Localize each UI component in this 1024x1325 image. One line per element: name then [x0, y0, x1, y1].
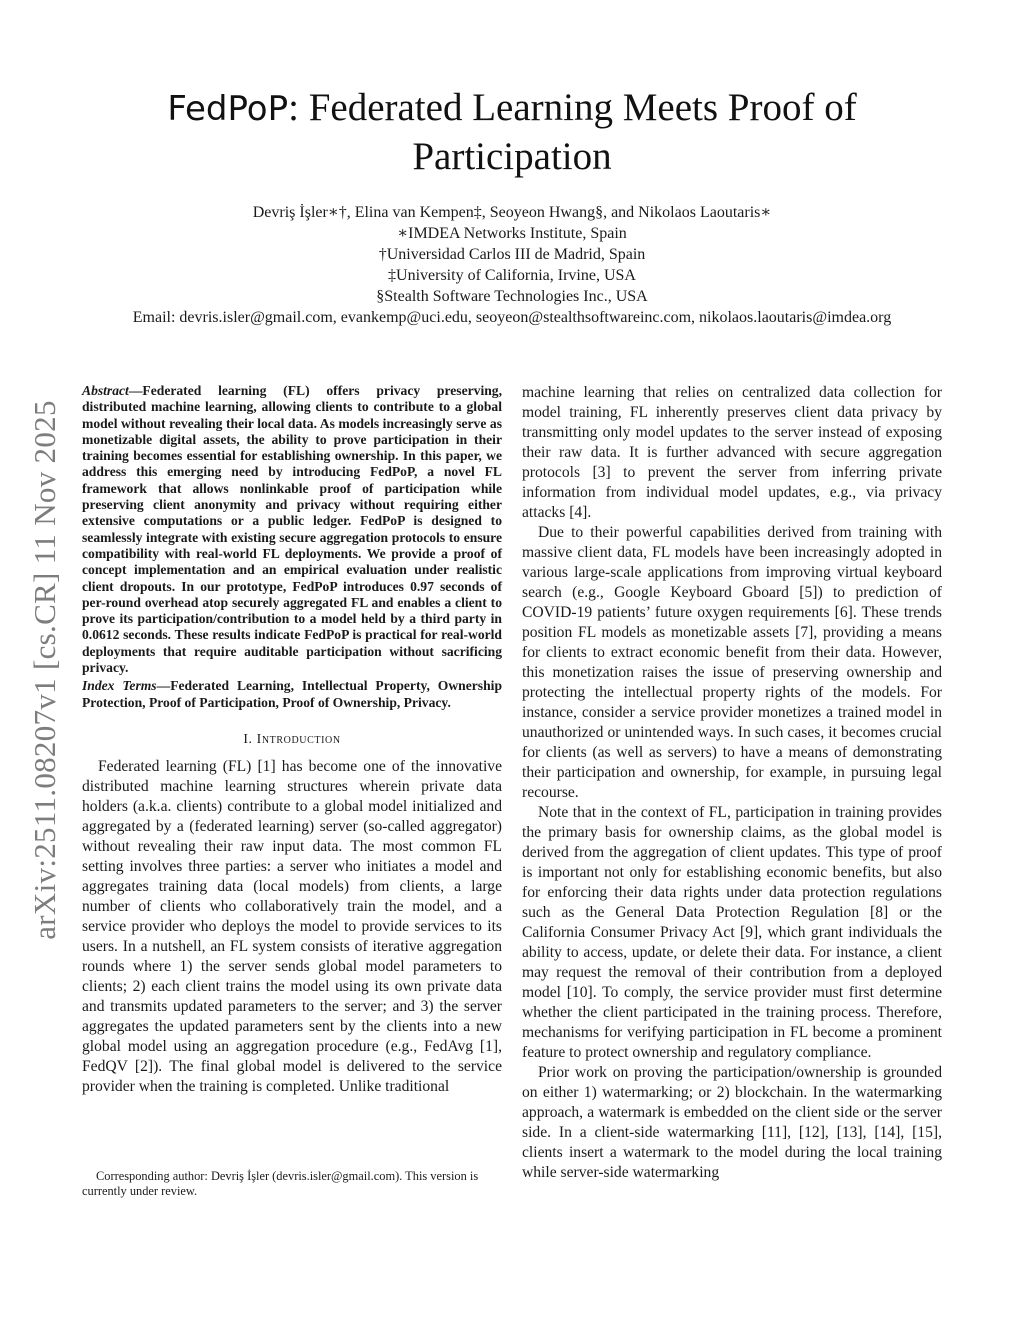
right-column	[522, 383, 942, 1183]
body-paragraph: Due to their powerful capabilities derived from training with massive client data, FL models have been increasingly adopted in various large-scale applications from improving virtual keyboard search (e.g., Google Keyboard Gboard [5]) to prediction of COVID-19 patients’ future oxygen requirements [6]. These trends position FL models as monetizable assets [7], providing a means for clients to extract economic benefit from their data. However, this monetization raises the issue of preserving ownership and protecting the intellectual property rights of the models. For instance, consider a service provider monetizes a trained model in unauthorized or unintended ways. In such cases, it becomes crucial for clients (as well as servers) to have a means of demonstrating their participation and ownership, for example, in pursuing legal recourse.	[522, 524, 942, 801]
section-heading-introduction: I. Introduction	[243, 730, 341, 746]
footnote	[82, 1169, 502, 1199]
author-block	[100, 202, 924, 328]
abstract-label: Abstract	[82, 383, 129, 398]
affiliation-line: ∗IMDEA Networks Institute, Spain	[397, 225, 627, 242]
arxiv-identifier-stamp	[22, 370, 68, 970]
body-paragraph: machine learning that relies on centralized data collection for model training, FL inherently preserves client data privacy by transmitting only model updates to the server instead of exposing their raw data. It is further advanced with secure aggregation protocols [3] to prevent the server from inferring private information from individual model updates, e.g., via privacy attacks [4].	[522, 384, 942, 521]
email-line: Email: devris.isler@gmail.com, evankemp@uci.edu, seoyeon@stealthsoftwareinc.com, nikolaos.laoutaris@imdea.org	[132, 309, 892, 326]
affiliation-line: §Stealth Software Technologies Inc., USA	[376, 288, 648, 305]
index-terms	[82, 678, 502, 711]
footnote-text: Corresponding author: Devriş İşler (devris.isler@gmail.com). This version is currently under review.	[82, 1169, 479, 1198]
paper-title	[130, 84, 894, 181]
abstract-text: —Federated learning (FL) offers privacy preserving, distributed machine learning, allowing clients to contribute to a global model without revealing their local data. As models increasingly serve as monetizable digital assets, the ability to prove participation in their training becomes essential for establishing ownership. In this paper, we address this emerging need by introducing FedPoP, a novel FL framework that allows nonlinkable proof of participation while preserving client anonymity and privacy without requiring either extensive computations or a public ledger. FedPoP is designed to seamlessly integrate with existing secure aggregation protocols to ensure compatibility with real-world FL deployments. We provide a proof of concept implementation and an empirical evaluation under realistic client dropouts. In our prototype, FedPoP introduces 0.97 seconds of per-round overhead atop securely aggregated FL and enables a client to prove its participation/contribution to a model held by a third party in 0.0612 seconds. These results indicate FedPoP is practical for real-world deployments that require auditable participation without sacrificing privacy.	[82, 383, 502, 676]
authors-line: Devriş İşler∗†, Elina van Kempen‡, Seoyeon Hwang§, and Nikolaos Laoutaris∗	[252, 204, 772, 221]
title-rest: : Federated Learning Meets Proof of Participation	[288, 86, 857, 178]
left-column	[82, 383, 502, 1097]
body-paragraph: Prior work on proving the participation/ownership is grounded on either 1) watermarking; or 2) blockchain. In the watermarking approach, a watermark is embedded on the client side or the server side. In a client-side watermarking [11], [12], [13], [14], [15], clients insert a watermark to the model during the local training while server-side watermarking	[522, 1064, 942, 1181]
affiliation-line: ‡University of California, Irvine, USA	[388, 267, 636, 284]
index-terms-label: Index Terms	[82, 678, 157, 694]
abstract	[82, 383, 502, 676]
title-system-name: FedPoP	[167, 89, 289, 129]
arxiv-stamp-text: arXiv:2511.08207v1 [cs.CR] 11 Nov 2025	[27, 400, 62, 940]
intro-paragraph: Federated learning (FL) [1] has become one of the innovative distributed machine learning structures wherein private data holders (a.k.a. clients) contribute to a global model initialized and aggregated by a (federated learning) server (so-called aggregator) without revealing their raw input data. The most common FL setting involves three parties: a server who initiates a model and aggregates training data (local models) from clients, a large number of clients who collaboratively train the model, and a service provider who deploys the model to provide services to its users. In a nutshell, an FL system consists of iterative aggregation rounds where 1) the server sends global model parameters to clients; 2) each client trains the model using its own private data and transmits updated parameters to the server; and 3) the server aggregates the updated parameters sent by the clients into a new global model using an aggregation procedure (e.g., FedAvg [1], FedQV [2]). The final global model is delivered to the service provider when the training is completed. Unlike traditional	[82, 757, 502, 1095]
index-terms-text: —Federated Learning, Intellectual Property, Ownership Protection, Proof of Participation, Proof of Ownership, Privacy.	[82, 678, 502, 710]
body-paragraph: Note that in the context of FL, participation in training provides the primary basis for ownership claims, as the global model is derived from the aggregation of client updates. This type of proof is important not only for establishing economic benefits, but also for enforcing their data rights under data protection regulations such as the General Data Protection Regulation [8] or the California Consumer Privacy Act [9], which grant individuals the ability to access, update, or delete their data. For instance, a client may request the removal of their contribution from a deployed model [10]. To comply, the service provider must first determine whether the client participated in the training process. Therefore, mechanisms for verifying participation in FL become a prominent feature to protect ownership and regulatory compliance.	[522, 804, 942, 1061]
affiliation-line: †Universidad Carlos III de Madrid, Spain	[378, 246, 646, 263]
